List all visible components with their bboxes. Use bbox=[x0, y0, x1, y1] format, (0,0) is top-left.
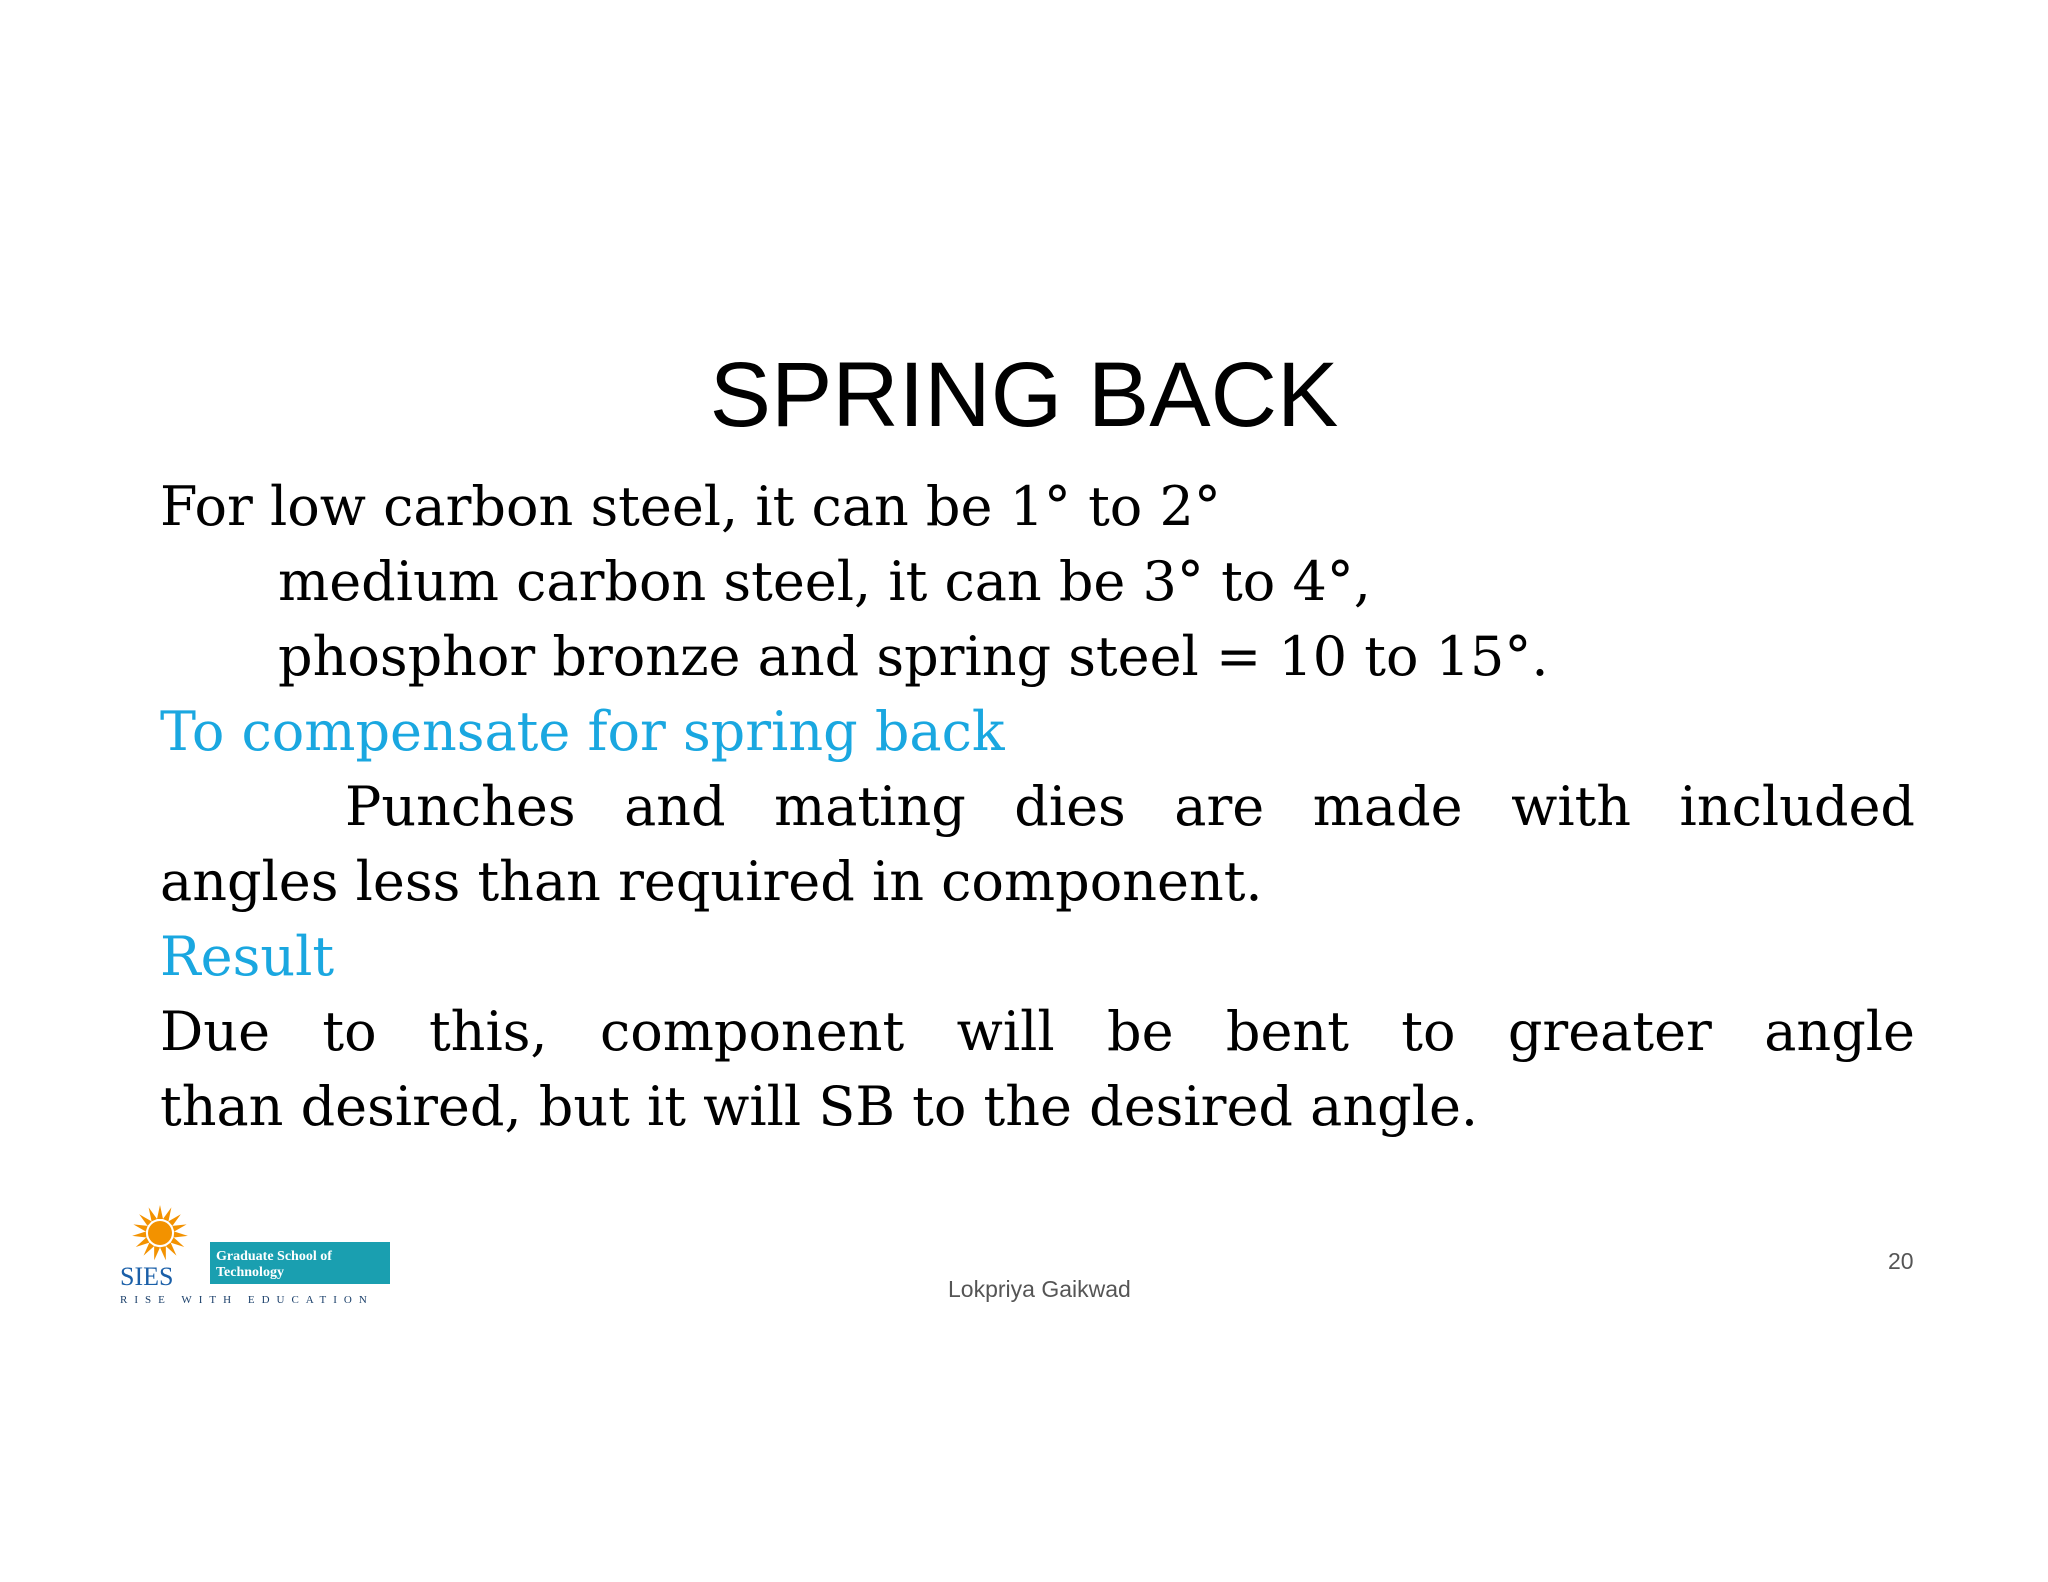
compensate-line-1 bbox=[160, 770, 1915, 844]
sun-icon bbox=[132, 1205, 188, 1261]
page-number: 20 bbox=[1888, 1248, 1914, 1274]
word: this, bbox=[428, 1000, 548, 1063]
sies-logo bbox=[118, 1197, 398, 1307]
logo-name: SIES bbox=[120, 1262, 174, 1291]
word: Due bbox=[160, 1000, 271, 1063]
word: be bbox=[1107, 1000, 1174, 1063]
word: mating bbox=[774, 775, 966, 838]
word: dies bbox=[1014, 775, 1126, 838]
text-line-phosphor-bronze: phosphor bronze and spring steel = 10 to 15°. bbox=[278, 625, 1549, 688]
word: to bbox=[322, 1000, 377, 1063]
word: and bbox=[624, 775, 726, 838]
result-line-1 bbox=[160, 995, 1915, 1069]
text-line-medium-carbon: medium carbon steel, it can be 3° to 4°, bbox=[278, 550, 1371, 613]
word: component bbox=[599, 1000, 905, 1063]
logo-school: Graduate School of bbox=[216, 1249, 332, 1264]
word: included bbox=[1679, 775, 1915, 838]
word: are bbox=[1174, 775, 1265, 838]
word: made bbox=[1312, 775, 1463, 838]
word: to bbox=[1401, 1000, 1456, 1063]
heading-compensate: To compensate for spring back bbox=[160, 700, 1005, 763]
logo-tagline: RISE WITH EDUCATION bbox=[120, 1294, 374, 1306]
word: with bbox=[1511, 775, 1632, 838]
result-line-2: than desired, but it will SB to the desired angle. bbox=[160, 1075, 1479, 1138]
compensate-line-2: angles less than required in component. bbox=[160, 850, 1263, 913]
heading-result: Result bbox=[160, 925, 335, 988]
logo-school-2: Technology bbox=[216, 1265, 284, 1280]
word: Punches bbox=[345, 775, 576, 838]
word: greater bbox=[1507, 1000, 1712, 1063]
word: bent bbox=[1225, 1000, 1349, 1063]
slide-title: SPRING BACK bbox=[709, 344, 1339, 446]
word: angle bbox=[1764, 1000, 1915, 1063]
author-footer: Lokpriya Gaikwad bbox=[948, 1276, 1131, 1302]
word: will bbox=[956, 1000, 1055, 1063]
text-line-low-carbon: For low carbon steel, it can be 1° to 2° bbox=[160, 475, 1221, 538]
